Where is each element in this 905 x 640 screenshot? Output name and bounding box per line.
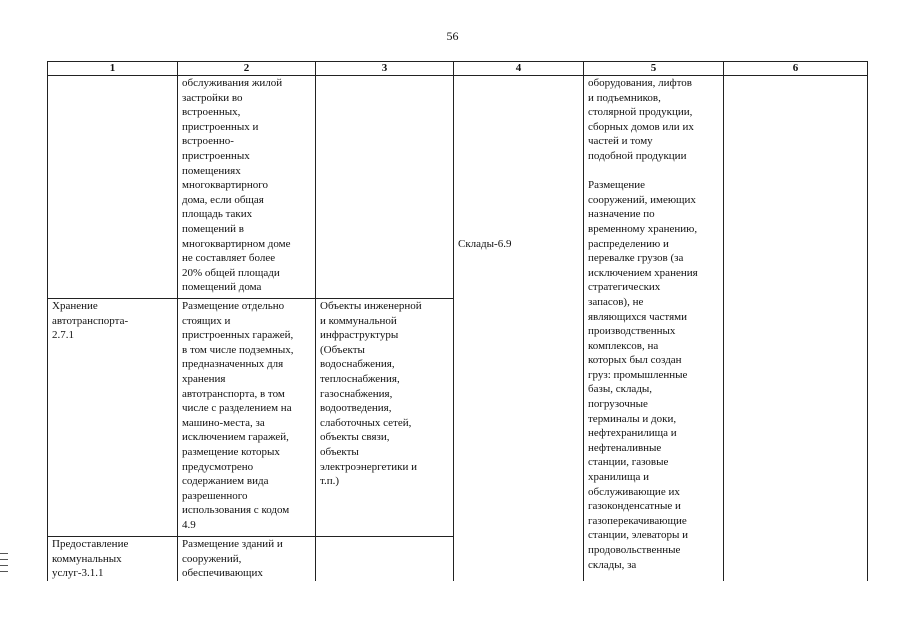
table-cell — [48, 76, 178, 299]
table-cell — [316, 76, 454, 299]
table-cell: Размещение отдельно стоящих и пристроенных гаражей, в том числе подземных, предназначенных для хранения автотранспорта, в том числе с разделением на машино-места, за исключением гаражей, размещение которых предусмотрено содержанием вида разрешенного использования с кодом 4.9 — [178, 299, 316, 537]
table-row — [48, 76, 868, 299]
column-header: 5 — [584, 62, 724, 76]
column-header: 4 — [454, 62, 584, 76]
land-use-table — [47, 61, 868, 581]
table-cell: Размещение зданий и сооружений, обеспечивающих — [178, 537, 316, 581]
column-header: 6 — [724, 62, 868, 76]
page-number: 56 — [446, 29, 459, 43]
table-cell: Предоставление коммунальных услуг-3.1.1 — [48, 537, 178, 581]
table-cell: Склады-6.9 — [454, 76, 584, 581]
column-header: 2 — [178, 62, 316, 76]
margin-mark — [0, 553, 8, 577]
table-cell — [724, 76, 868, 581]
table-cell: Хранение автотранспорта- 2.7.1 — [48, 299, 178, 537]
table-cell: обслуживания жилой застройки во встроенных, пристроенных и встроенно- пристроенных помещениях многоквартирного дома, если общая площадь таких помещений в многоквартирном доме не составляет более 20% общей площади помещений дома — [178, 76, 316, 299]
table-cell — [316, 537, 454, 581]
column-header: 3 — [316, 62, 454, 76]
table-cell: Объекты инженерной и коммунальной инфраструктуры (Объекты водоснабжения, теплоснабжения, газоснабжения, водоотведения, слаботочных сетей, объекты связи, объекты электроэнергетики и т.п.) — [316, 299, 454, 537]
column-header: 1 — [48, 62, 178, 76]
table-header-row — [48, 62, 868, 76]
table-cell: оборудования, лифтов и подъемников, столярной продукции, сборных домов или их частей и тому подобной продукции Размещение сооружений, имеющих назначение по временному хранению, распределению и перевалке грузов (за исключением хранения стратегических запасов), не являющихся частями производственных комплексов, на которых был создан груз: промышленные базы, склады, погрузочные терминалы и доки, нефтехранилища и нефтеналивные станции, газовые хранилища и обслуживающие их газоконденсатные и газоперекачивающие станции, элеваторы и продовольственные склады, за — [584, 76, 724, 581]
